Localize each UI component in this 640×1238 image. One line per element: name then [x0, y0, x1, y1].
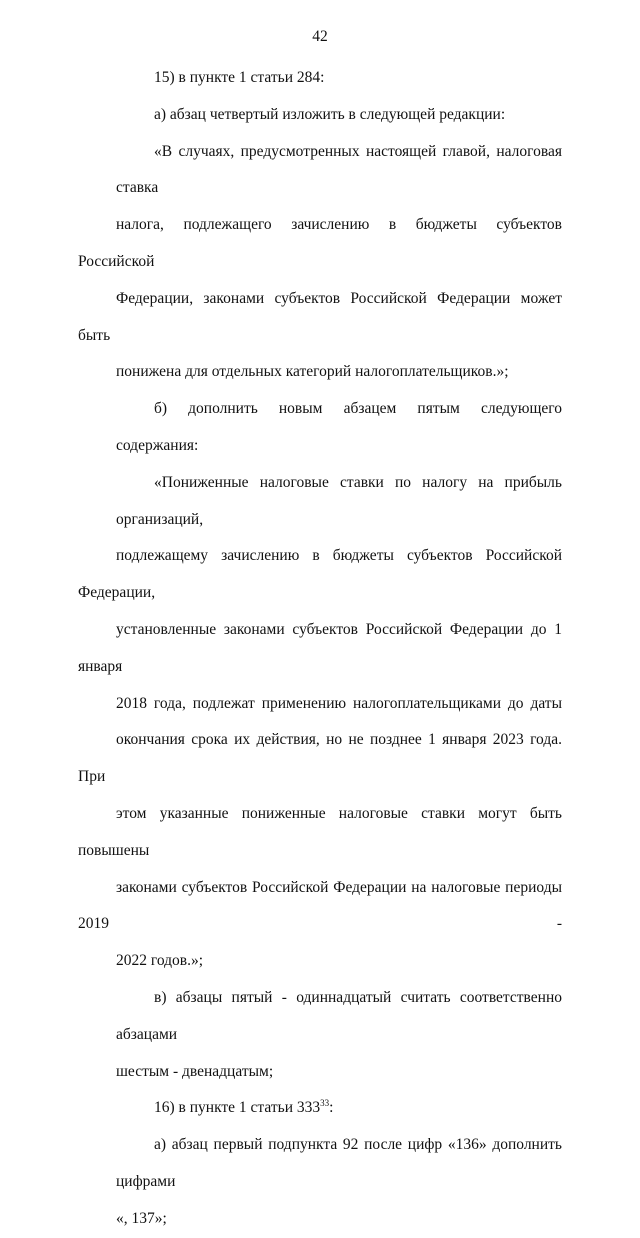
paragraph-line: б) дополнить новым абзацем пятым следующего содержания: — [116, 400, 562, 454]
paragraph-line: а) абзац четвертый изложить в следующей редакции: — [154, 105, 506, 123]
paragraph-line: законами субъектов Российской Федерации на налоговые периоды 2019 - — [78, 878, 562, 933]
paragraph-line: шестым - двенадцатым; — [116, 1062, 274, 1080]
paragraph-line: этом указанные пониженные налоговые ставки могут быть повышены — [78, 804, 562, 859]
paragraph-line: в) абзацы пятый - одиннадцатый считать соответственно абзацами — [116, 988, 562, 1043]
document-body — [78, 60, 562, 1238]
paragraph-item-16 — [78, 1090, 562, 1127]
superscript-number: 33 — [320, 1098, 330, 1109]
paragraph-line: «Пониженные налоговые ставки по налогу на прибыль организаций, — [116, 473, 562, 528]
paragraph-line-suffix: : — [329, 1099, 334, 1117]
paragraph-line: 2018 года, подлежат применению налогоплательщиками до даты — [116, 694, 562, 712]
paragraph-subitem-b — [78, 391, 562, 465]
paragraph-line: понижена для отдельных категорий налогоплательщиков.»; — [116, 363, 509, 381]
paragraph-line: 15) в пункте 1 статьи 284: — [154, 69, 325, 86]
quoted-paragraph — [78, 134, 562, 392]
quoted-paragraph — [78, 465, 562, 980]
paragraph-line — [78, 1090, 562, 1127]
paragraph-subitem-a — [78, 97, 562, 134]
page-number: 42 — [312, 28, 328, 45]
paragraph-line: 2022 годов.»; — [116, 952, 204, 970]
paragraph-line: подлежащему зачислению в бюджеты субъектов Российской Федерации, — [78, 547, 562, 602]
paragraph-line: установленные законами субъектов Российской Федерации до 1 января — [78, 620, 562, 675]
paragraph-line: окончания срока их действия, но не позднее 1 января 2023 года. При — [78, 731, 562, 786]
paragraph-subitem-v — [78, 980, 562, 1090]
paragraph-line: налога, подлежащего зачислению в бюджеты субъектов Российской — [78, 216, 562, 270]
paragraph-line: а) абзац первый подпункта 92 после цифр «136» дополнить цифрами — [116, 1136, 562, 1190]
paragraph-subitem-a-2 — [78, 1127, 562, 1237]
paragraph-line: Федерации, законами субъектов Российской Федерации может быть — [78, 289, 562, 344]
paragraph-item-15 — [78, 60, 562, 97]
paragraph-line-text: 16) в пункте 1 статьи 333 — [154, 1099, 321, 1117]
paragraph-line: «, 137»; — [116, 1209, 167, 1227]
paragraph-line: «В случаях, предусмотренных настоящей главой, налоговая ставка — [116, 142, 562, 197]
